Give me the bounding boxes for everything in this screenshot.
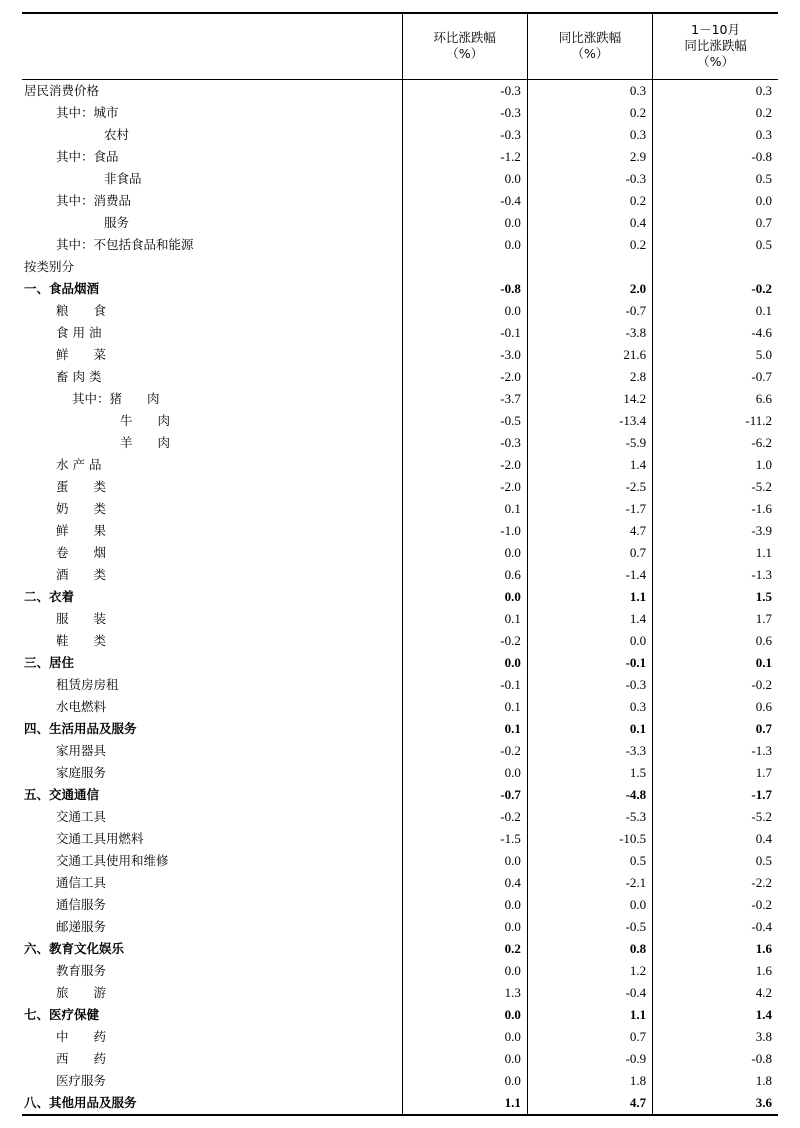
row-label: 家庭服务 <box>56 764 107 780</box>
row-label: 牛 肉 <box>120 412 171 428</box>
row-label: 畜 肉 类 <box>56 368 102 384</box>
table-row <box>22 498 778 520</box>
cell-ytd: 5.0 <box>653 344 778 366</box>
cell-yoy: -0.9 <box>527 1048 652 1070</box>
cell-mom: 0.0 <box>402 168 527 190</box>
table-row <box>22 410 778 432</box>
cell-yoy: -5.9 <box>527 432 652 454</box>
cell-ytd: -0.2 <box>653 278 778 300</box>
cell-mom: -0.2 <box>402 630 527 652</box>
header-mom-change <box>402 13 527 79</box>
cell-mom: 0.0 <box>402 960 527 982</box>
row-label: 鞋 类 <box>56 632 107 648</box>
cell-mom: 0.0 <box>402 894 527 916</box>
table-body <box>22 79 778 1115</box>
table-row <box>22 102 778 124</box>
cell-ytd: 0.6 <box>653 696 778 718</box>
cell-ytd: -2.2 <box>653 872 778 894</box>
cell-ytd: 0.0 <box>653 190 778 212</box>
row-label: 通信工具 <box>56 874 107 890</box>
row-label: 六、教育文化娱乐 <box>24 940 125 956</box>
cell-ytd: 0.3 <box>653 124 778 146</box>
row-label: 酒 类 <box>56 566 107 582</box>
cell-yoy: -5.3 <box>527 806 652 828</box>
cell-yoy: 1.1 <box>527 586 652 608</box>
table-row <box>22 1070 778 1092</box>
cell-yoy: -0.3 <box>527 168 652 190</box>
row-label: 交通工具使用和维修 <box>56 852 169 868</box>
row-label: 农村 <box>104 126 130 142</box>
row-label: 家用器具 <box>56 742 107 758</box>
header-yoy-change <box>527 13 652 79</box>
cell-ytd: -1.3 <box>653 740 778 762</box>
cell-yoy: -1.4 <box>527 564 652 586</box>
cell-mom: -0.5 <box>402 410 527 432</box>
cell-yoy: -3.3 <box>527 740 652 762</box>
table-row <box>22 938 778 960</box>
cell-yoy: 1.8 <box>527 1070 652 1092</box>
row-label: 鲜 菜 <box>56 346 107 362</box>
header-ytd-yoy-change <box>653 13 778 79</box>
cell-yoy: -0.3 <box>527 674 652 696</box>
table-row <box>22 190 778 212</box>
table-row <box>22 1026 778 1048</box>
cell-mom: 0.0 <box>402 1004 527 1026</box>
table-row <box>22 916 778 938</box>
table-row <box>22 696 778 718</box>
cell-ytd: -4.6 <box>653 322 778 344</box>
row-label: 中 药 <box>56 1028 107 1044</box>
cell-mom: 0.1 <box>402 608 527 630</box>
cell-ytd: 0.5 <box>653 168 778 190</box>
table-row <box>22 1048 778 1070</box>
row-label: 其中：消费品 <box>56 192 132 208</box>
cell-mom: 0.0 <box>402 850 527 872</box>
header-row <box>22 13 778 79</box>
cell-yoy: 0.3 <box>527 124 652 146</box>
cell-mom: 0.0 <box>402 586 527 608</box>
table-row <box>22 278 778 300</box>
table-row <box>22 850 778 872</box>
cell-ytd: -3.9 <box>653 520 778 542</box>
cell-mom: -2.0 <box>402 454 527 476</box>
table-row <box>22 894 778 916</box>
cell-mom: -0.4 <box>402 190 527 212</box>
cell-mom: -0.1 <box>402 674 527 696</box>
cell-mom: 0.0 <box>402 1070 527 1092</box>
cell-mom: -3.7 <box>402 388 527 410</box>
cell-yoy: 2.8 <box>527 366 652 388</box>
cell-mom: -0.2 <box>402 740 527 762</box>
row-label: 非食品 <box>104 170 142 186</box>
table-row <box>22 872 778 894</box>
row-label: 卷 烟 <box>56 544 107 560</box>
table-row <box>22 718 778 740</box>
cell-ytd: -0.2 <box>653 894 778 916</box>
row-label: 租赁房房租 <box>56 676 119 692</box>
cell-mom: 0.0 <box>402 1026 527 1048</box>
cell-ytd: -1.3 <box>653 564 778 586</box>
cell-ytd: -1.7 <box>653 784 778 806</box>
cell-ytd: 0.2 <box>653 102 778 124</box>
table-row <box>22 1004 778 1026</box>
cell-ytd: 6.6 <box>653 388 778 410</box>
table-row <box>22 388 778 410</box>
cell-ytd: 0.5 <box>653 850 778 872</box>
cell-mom: -1.2 <box>402 146 527 168</box>
cell-ytd: -0.8 <box>653 1048 778 1070</box>
table-row <box>22 784 778 806</box>
row-label: 七、医疗保健 <box>24 1006 100 1022</box>
table-row <box>22 168 778 190</box>
table-row <box>22 630 778 652</box>
cell-ytd: -5.2 <box>653 806 778 828</box>
cell-mom: 0.0 <box>402 234 527 256</box>
cell-ytd: 0.7 <box>653 212 778 234</box>
header-yoy-title: 同比涨跌幅 <box>558 30 622 46</box>
cell-mom: 1.3 <box>402 982 527 1004</box>
table-row <box>22 608 778 630</box>
cell-yoy: 0.2 <box>527 190 652 212</box>
header-yoy-unit: （%） <box>571 46 609 62</box>
cell-ytd: -6.2 <box>653 432 778 454</box>
table-row <box>22 564 778 586</box>
cell-ytd: 0.1 <box>653 652 778 674</box>
cell-ytd: 1.8 <box>653 1070 778 1092</box>
table-row <box>22 212 778 234</box>
cell-yoy: 21.6 <box>527 344 652 366</box>
cell-mom: 0.1 <box>402 696 527 718</box>
row-label: 其中：猪 肉 <box>72 390 160 406</box>
cell-mom: 0.0 <box>402 542 527 564</box>
row-label: 其中：城市 <box>56 104 119 120</box>
cell-mom: -0.3 <box>402 79 527 102</box>
cell-yoy: 0.2 <box>527 234 652 256</box>
row-label: 二、衣着 <box>24 588 75 604</box>
cell-mom: 0.4 <box>402 872 527 894</box>
cell-mom: 0.0 <box>402 762 527 784</box>
cell-yoy: 1.4 <box>527 608 652 630</box>
cell-mom <box>402 256 527 278</box>
cell-mom: -1.5 <box>402 828 527 850</box>
row-label: 三、居住 <box>24 654 75 670</box>
cell-yoy: 4.7 <box>527 1092 652 1115</box>
cell-mom: -0.2 <box>402 806 527 828</box>
cell-yoy: 1.2 <box>527 960 652 982</box>
cell-mom: -0.3 <box>402 432 527 454</box>
table-row <box>22 806 778 828</box>
row-label: 羊 肉 <box>120 434 171 450</box>
cell-ytd: 1.6 <box>653 960 778 982</box>
cell-mom: 0.0 <box>402 212 527 234</box>
header-ytd-title: 同比涨跌幅 <box>684 38 747 54</box>
cell-ytd: 1.4 <box>653 1004 778 1026</box>
cell-mom: 0.6 <box>402 564 527 586</box>
cell-yoy: -2.5 <box>527 476 652 498</box>
cell-yoy: -13.4 <box>527 410 652 432</box>
cell-yoy: -3.8 <box>527 322 652 344</box>
row-label: 按类别分 <box>24 258 75 274</box>
row-label: 医疗服务 <box>56 1072 107 1088</box>
header-ytd-unit: （%） <box>697 54 735 70</box>
cell-mom: -0.7 <box>402 784 527 806</box>
cell-yoy: 2.9 <box>527 146 652 168</box>
cell-yoy: 0.0 <box>527 630 652 652</box>
cell-yoy: 0.7 <box>527 542 652 564</box>
cell-yoy: 0.7 <box>527 1026 652 1048</box>
row-label: 鲜 果 <box>56 522 107 538</box>
table-row <box>22 542 778 564</box>
cell-ytd <box>653 256 778 278</box>
table-row <box>22 960 778 982</box>
table-row <box>22 740 778 762</box>
cell-ytd: 1.7 <box>653 608 778 630</box>
row-label: 五、交通通信 <box>24 786 100 802</box>
cell-yoy: -0.5 <box>527 916 652 938</box>
table-row <box>22 476 778 498</box>
row-label: 服 装 <box>56 610 107 626</box>
cell-mom: -3.0 <box>402 344 527 366</box>
cell-yoy: -1.7 <box>527 498 652 520</box>
cell-ytd: 0.6 <box>653 630 778 652</box>
header-mom-title: 环比涨跌幅 <box>433 30 496 46</box>
cell-mom: 0.1 <box>402 718 527 740</box>
cell-ytd: 0.3 <box>653 79 778 102</box>
cell-ytd: 0.5 <box>653 234 778 256</box>
table-row <box>22 828 778 850</box>
cell-mom: -0.1 <box>402 322 527 344</box>
table-row <box>22 1092 778 1115</box>
cell-ytd: -0.4 <box>653 916 778 938</box>
cell-mom: 0.2 <box>402 938 527 960</box>
cell-mom: 0.0 <box>402 916 527 938</box>
cell-yoy: 1.1 <box>527 1004 652 1026</box>
cell-ytd: 0.4 <box>653 828 778 850</box>
row-label: 西 药 <box>56 1050 107 1066</box>
row-label: 奶 类 <box>56 500 107 516</box>
header-item-column <box>22 13 402 79</box>
cell-mom: -2.0 <box>402 476 527 498</box>
row-label: 一、食品烟酒 <box>24 280 100 296</box>
cell-ytd: 1.1 <box>653 542 778 564</box>
cell-yoy: 0.0 <box>527 894 652 916</box>
cell-ytd: -5.2 <box>653 476 778 498</box>
table-row <box>22 674 778 696</box>
row-label: 粮 食 <box>56 302 107 318</box>
cell-ytd: 1.6 <box>653 938 778 960</box>
cpi-table <box>22 12 778 1116</box>
table-row <box>22 300 778 322</box>
cell-mom: -0.3 <box>402 124 527 146</box>
row-label: 通信服务 <box>56 896 107 912</box>
cell-mom: 0.0 <box>402 300 527 322</box>
table-row <box>22 652 778 674</box>
header-ytd-period: 1－10月 <box>691 22 740 38</box>
table-row <box>22 762 778 784</box>
cell-ytd: 3.6 <box>653 1092 778 1115</box>
row-label: 蛋 类 <box>56 478 107 494</box>
cell-yoy: 0.4 <box>527 212 652 234</box>
table-row <box>22 454 778 476</box>
cell-ytd: -11.2 <box>653 410 778 432</box>
row-label: 居民消费价格 <box>24 82 100 98</box>
cell-ytd: 4.2 <box>653 982 778 1004</box>
row-label: 水 产 品 <box>56 456 102 472</box>
cell-yoy: -10.5 <box>527 828 652 850</box>
cell-mom: -0.3 <box>402 102 527 124</box>
row-label: 服务 <box>104 214 130 230</box>
row-label: 其中：不包括食品和能源 <box>56 236 194 252</box>
row-label: 水电燃料 <box>56 698 107 714</box>
cell-yoy: 0.8 <box>527 938 652 960</box>
row-label: 八、其他用品及服务 <box>22 1092 402 1115</box>
cell-yoy: -0.1 <box>527 652 652 674</box>
table-row <box>22 322 778 344</box>
cell-yoy: -0.4 <box>527 982 652 1004</box>
table-row <box>22 146 778 168</box>
table-row <box>22 982 778 1004</box>
cell-ytd: 3.8 <box>653 1026 778 1048</box>
cell-mom: 1.1 <box>402 1092 527 1115</box>
cell-yoy: -2.1 <box>527 872 652 894</box>
table-row <box>22 520 778 542</box>
cell-ytd: 1.0 <box>653 454 778 476</box>
row-label: 交通工具 <box>56 808 107 824</box>
row-label: 邮递服务 <box>56 918 107 934</box>
row-label: 其中：食品 <box>56 148 119 164</box>
cell-yoy: 0.3 <box>527 79 652 102</box>
cell-yoy: 4.7 <box>527 520 652 542</box>
table-row <box>22 366 778 388</box>
header-mom-unit: （%） <box>446 46 484 62</box>
cell-mom: 0.1 <box>402 498 527 520</box>
cell-yoy <box>527 256 652 278</box>
cell-yoy: 0.3 <box>527 696 652 718</box>
cell-ytd: -0.8 <box>653 146 778 168</box>
cell-ytd: 1.7 <box>653 762 778 784</box>
table-row <box>22 344 778 366</box>
cell-mom: -0.8 <box>402 278 527 300</box>
table-row <box>22 234 778 256</box>
cell-ytd: -0.2 <box>653 674 778 696</box>
cell-yoy: 0.2 <box>527 102 652 124</box>
cell-ytd: -0.7 <box>653 366 778 388</box>
row-label: 四、生活用品及服务 <box>24 720 137 736</box>
cell-yoy: 2.0 <box>527 278 652 300</box>
cell-yoy: 0.5 <box>527 850 652 872</box>
cell-yoy: 1.4 <box>527 454 652 476</box>
cell-ytd: 1.5 <box>653 586 778 608</box>
table-row <box>22 256 778 278</box>
row-label: 交通工具用燃料 <box>56 830 144 846</box>
table-row <box>22 124 778 146</box>
cell-mom: 0.0 <box>402 1048 527 1070</box>
cell-yoy: -0.7 <box>527 300 652 322</box>
cell-yoy: 0.1 <box>527 718 652 740</box>
cell-yoy: -4.8 <box>527 784 652 806</box>
cell-yoy: 1.5 <box>527 762 652 784</box>
table-row <box>22 79 778 102</box>
row-label: 教育服务 <box>56 962 107 978</box>
cell-ytd: 0.1 <box>653 300 778 322</box>
cell-mom: -2.0 <box>402 366 527 388</box>
table-row <box>22 432 778 454</box>
cell-ytd: 0.7 <box>653 718 778 740</box>
cell-ytd: -1.6 <box>653 498 778 520</box>
row-label: 旅 游 <box>56 984 107 1000</box>
cell-yoy: 14.2 <box>527 388 652 410</box>
cell-mom: 0.0 <box>402 652 527 674</box>
cell-mom: -1.0 <box>402 520 527 542</box>
table-row <box>22 586 778 608</box>
row-label: 食 用 油 <box>56 324 102 340</box>
